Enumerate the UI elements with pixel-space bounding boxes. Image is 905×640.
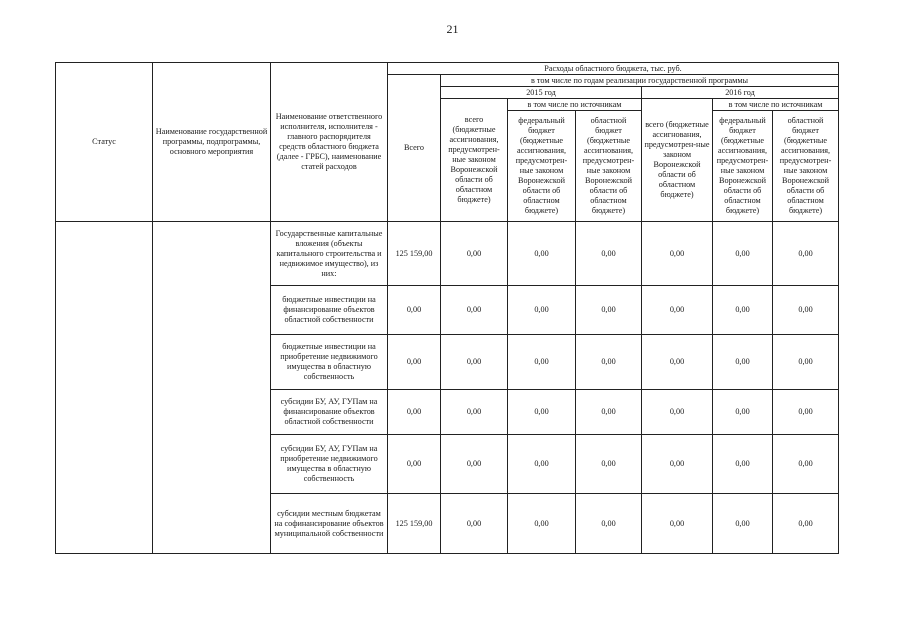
row-2015-all: 0,00 <box>441 335 508 390</box>
row-total: 0,00 <box>388 286 441 335</box>
header-total: Всего <box>388 75 441 222</box>
header-2016-regional: областной бюджет (бюджетные ассигнования, предусмотрен-ные законом Воронежской области об областном бюджете) <box>773 111 839 222</box>
row-name: субсидии БУ, АУ, ГУПам на финансирование объектов областной собственности <box>271 390 388 435</box>
header-2015-by-sources: в том числе по источникам <box>508 99 642 111</box>
header-2015-regional: областной бюджет (бюджетные ассигнования, предусмотрен-ные законом Воронежской области об областном бюджете) <box>576 111 642 222</box>
row-total: 0,00 <box>388 435 441 494</box>
row-2016-federal: 0,00 <box>713 335 773 390</box>
row-2015-federal: 0,00 <box>508 390 576 435</box>
header-2016-all: всего (бюджетные ассигнования, предусмотрен-ные законом Воронежской области об областном бюджете) <box>642 99 713 222</box>
row-2016-federal: 0,00 <box>713 390 773 435</box>
row-2015-federal: 0,00 <box>508 494 576 554</box>
row-2016-federal: 0,00 <box>713 435 773 494</box>
row-2016-all: 0,00 <box>642 494 713 554</box>
row-2016-regional: 0,00 <box>773 435 839 494</box>
header-by-years: в том числе по годам реализации государственной программы <box>441 75 839 87</box>
status-cell <box>56 222 153 554</box>
program-name-cell <box>153 222 271 554</box>
row-name: бюджетные инвестиции на приобретение недвижимого имущества в областную собственность <box>271 335 388 390</box>
header-status: Статус <box>56 63 153 222</box>
row-2016-federal: 0,00 <box>713 494 773 554</box>
page-number: 21 <box>446 22 459 36</box>
row-2016-all: 0,00 <box>642 286 713 335</box>
header-year-2016: 2016 год <box>642 87 839 99</box>
row-2016-federal: 0,00 <box>713 222 773 286</box>
row-2015-regional: 0,00 <box>576 286 642 335</box>
header-program-name: Наименование государственной программы, подпрограммы, основного мероприятия <box>153 63 271 222</box>
row-2016-all: 0,00 <box>642 222 713 286</box>
row-2016-all: 0,00 <box>642 435 713 494</box>
header-year-2015: 2015 год <box>441 87 642 99</box>
row-2015-all: 0,00 <box>441 222 508 286</box>
row-2015-federal: 0,00 <box>508 286 576 335</box>
row-2015-all: 0,00 <box>441 390 508 435</box>
row-2016-regional: 0,00 <box>773 494 839 554</box>
header-2015-federal: федеральный бюджет (бюджетные ассигнования, предусмотрен-ные законом Воронежской области об областном бюджете) <box>508 111 576 222</box>
row-2016-regional: 0,00 <box>773 390 839 435</box>
row-name: субсидии местным бюджетам на софинансирование объектов муниципальной собственности <box>271 494 388 554</box>
row-2015-regional: 0,00 <box>576 222 642 286</box>
row-name: субсидии БУ, АУ, ГУПам на приобретение недвижимого имущества в областную собственность <box>271 435 388 494</box>
row-2016-all: 0,00 <box>642 390 713 435</box>
row-2016-federal: 0,00 <box>713 286 773 335</box>
table-row <box>56 222 839 286</box>
row-2015-federal: 0,00 <box>508 222 576 286</box>
header-2016-federal: федеральный бюджет (бюджетные ассигнования, предусмотрен-ные законом Воронежской области об областном бюджете) <box>713 111 773 222</box>
row-name: бюджетные инвестиции на финансирование объектов областной собственности <box>271 286 388 335</box>
row-total: 125 159,00 <box>388 222 441 286</box>
row-total: 0,00 <box>388 335 441 390</box>
header-2016-by-sources: в том числе по источникам <box>713 99 839 111</box>
row-2015-regional: 0,00 <box>576 390 642 435</box>
row-total: 125 159,00 <box>388 494 441 554</box>
row-2016-regional: 0,00 <box>773 335 839 390</box>
row-2016-regional: 0,00 <box>773 222 839 286</box>
row-2016-all: 0,00 <box>642 335 713 390</box>
row-total: 0,00 <box>388 390 441 435</box>
row-name: Государственные капитальные вложения (объекты капитального строительства и недвижимое имущество), из них: <box>271 222 388 286</box>
row-2015-regional: 0,00 <box>576 494 642 554</box>
row-2015-federal: 0,00 <box>508 435 576 494</box>
row-2015-all: 0,00 <box>441 435 508 494</box>
row-2015-federal: 0,00 <box>508 335 576 390</box>
header-expenses: Расходы областного бюджета, тыс. руб. <box>388 63 839 75</box>
budget-table <box>55 62 839 554</box>
row-2015-regional: 0,00 <box>576 435 642 494</box>
row-2015-regional: 0,00 <box>576 335 642 390</box>
row-2016-regional: 0,00 <box>773 286 839 335</box>
row-2015-all: 0,00 <box>441 286 508 335</box>
row-2015-all: 0,00 <box>441 494 508 554</box>
header-executor: Наименование ответственного исполнителя, исполнителя - главного распорядителя средств областного бюджета (далее - ГРБС), наименование статей расходов <box>271 63 388 222</box>
header-2015-all: всего (бюджетные ассигнования, предусмотрен-ные законом Воронежской области об областном бюджете) <box>441 99 508 222</box>
